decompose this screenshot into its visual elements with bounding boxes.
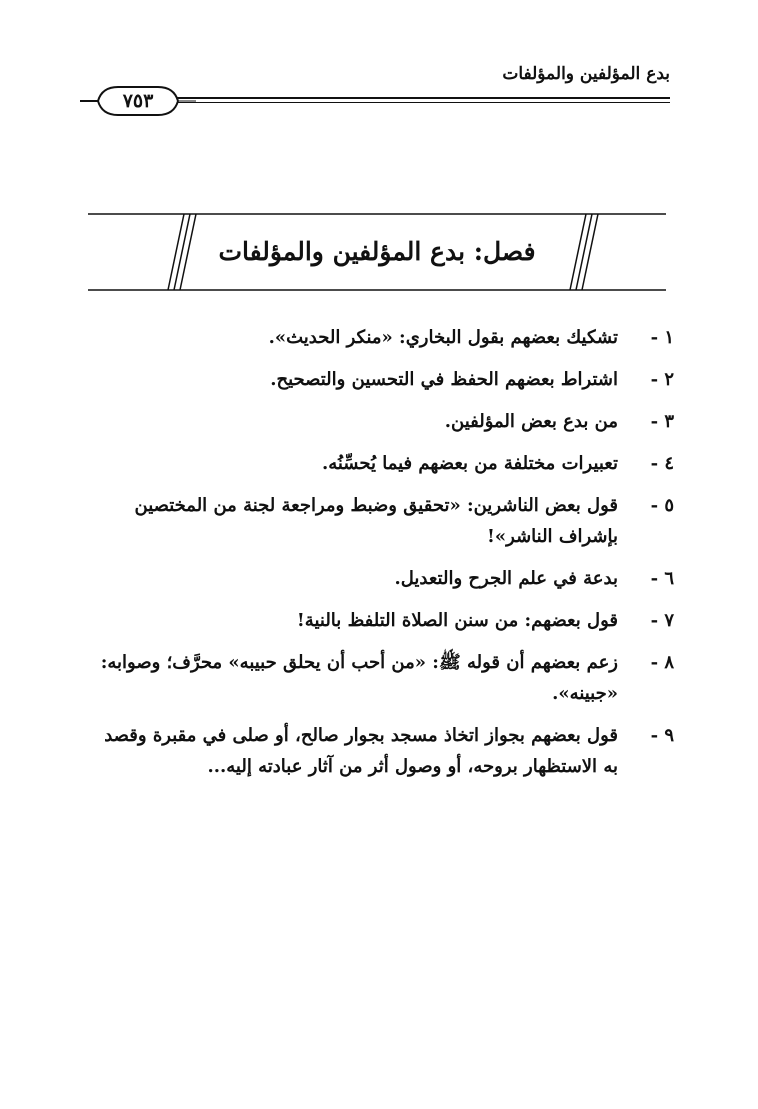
list-item bbox=[84, 322, 674, 353]
items-list bbox=[84, 322, 674, 793]
item-number: ٥ - bbox=[650, 495, 674, 516]
page-number: ٧٥٣ bbox=[122, 90, 154, 112]
list-item bbox=[84, 563, 674, 594]
item-number: ٣ - bbox=[650, 411, 674, 432]
page-header bbox=[0, 0, 758, 130]
header-rule-thin bbox=[176, 102, 670, 103]
item-number: ٤ - bbox=[650, 453, 674, 474]
item-number: ٢ - bbox=[650, 369, 674, 390]
item-number: ٩ - bbox=[650, 725, 674, 746]
list-item bbox=[84, 406, 674, 437]
item-text: قول بعضهم: من سنن الصلاة التلفظ بالنية! bbox=[296, 610, 618, 631]
list-item bbox=[84, 448, 674, 479]
item-text: زعم بعضهم أن قوله ﷺ: «من أحب أن يحلق حبيبه» محرَّف؛ وصوابه: «جبينه». bbox=[100, 652, 618, 704]
item-number: ١ - bbox=[650, 327, 674, 348]
item-text: بدعة في علم الجرح والتعديل. bbox=[394, 568, 618, 589]
item-number: ٦ - bbox=[650, 568, 674, 589]
item-text: قول بعضهم بجواز اتخاذ مسجد بجوار صالح، أو صلى في مقبرة وقصد به الاستظهار بروحه، أو وصول أثر من آثار عبادته إليه... bbox=[104, 725, 618, 777]
item-text: تشكيك بعضهم بقول البخاري: «منكر الحديث». bbox=[268, 327, 618, 348]
item-text: قول بعض الناشرين: «تحقيق وضبط ومراجعة لجنة من المختصين بإشراف الناشر»! bbox=[134, 495, 618, 547]
chapter-title: فصل: بدع المؤلفين والمؤلفات bbox=[218, 237, 536, 266]
item-text: اشتراط بعضهم الحفظ في التحسين والتصحيح. bbox=[270, 369, 618, 390]
running-title: بدع المؤلفين والمؤلفات bbox=[502, 64, 670, 84]
list-item bbox=[84, 605, 674, 636]
chapter-title-box bbox=[88, 210, 666, 294]
list-item bbox=[84, 720, 674, 782]
item-text: من بدع بعض المؤلفين. bbox=[444, 411, 618, 432]
header-rule bbox=[176, 97, 670, 99]
item-number: ٨ - bbox=[650, 652, 674, 673]
list-item bbox=[84, 490, 674, 552]
page-number-frame bbox=[78, 84, 198, 118]
list-item bbox=[84, 364, 674, 395]
list-item bbox=[84, 647, 674, 709]
item-text: تعبيرات مختلفة من بعضهم فيما يُحسِّنُه. bbox=[321, 453, 618, 474]
item-number: ٧ - bbox=[650, 610, 674, 631]
